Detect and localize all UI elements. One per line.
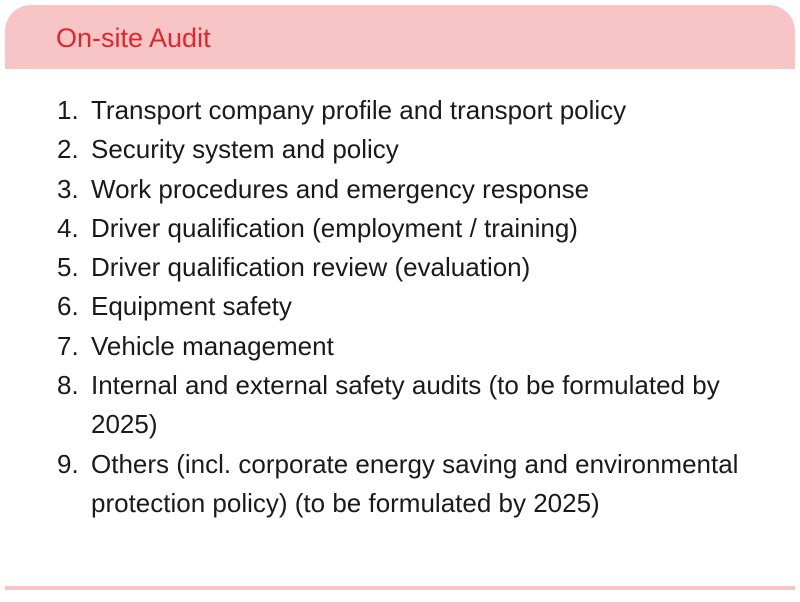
item-text: Driver qualification (employment / training) [91,212,578,243]
list-item [57,366,777,445]
list-item [57,445,777,524]
item-number: 3. [57,173,79,204]
panel-title: On-site Audit [56,23,211,53]
item-number: 5. [57,252,79,283]
audit-panel [5,5,795,590]
audit-item-list [57,91,777,523]
list-item [57,327,777,366]
list-item [57,91,777,130]
list-item [57,209,777,248]
panel-header [5,5,795,69]
list-item [57,130,777,169]
item-text: Security system and policy [91,134,399,165]
list-item [57,287,777,326]
item-text: Internal and external safety audits (to be formulated by 2025) [91,370,720,440]
item-number: 9. [57,448,79,479]
list-item [57,170,777,209]
item-text: Others (incl. corporate energy saving and environmental protection policy) (to be formulated by 2025) [91,448,739,518]
item-text: Transport company profile and transport policy [91,95,627,125]
item-number: 4. [57,212,79,243]
item-text: Vehicle management [91,330,334,361]
item-text: Work procedures and emergency response [91,173,590,204]
item-number: 6. [57,291,79,322]
list-item [57,248,777,287]
item-number: 8. [57,370,79,401]
item-text: Driver qualification review (evaluation) [91,252,531,283]
bottom-divider [5,586,795,590]
item-number: 2. [57,134,79,165]
item-number: 1. [57,95,79,125]
item-number: 7. [57,330,79,361]
item-text: Equipment safety [91,291,292,322]
